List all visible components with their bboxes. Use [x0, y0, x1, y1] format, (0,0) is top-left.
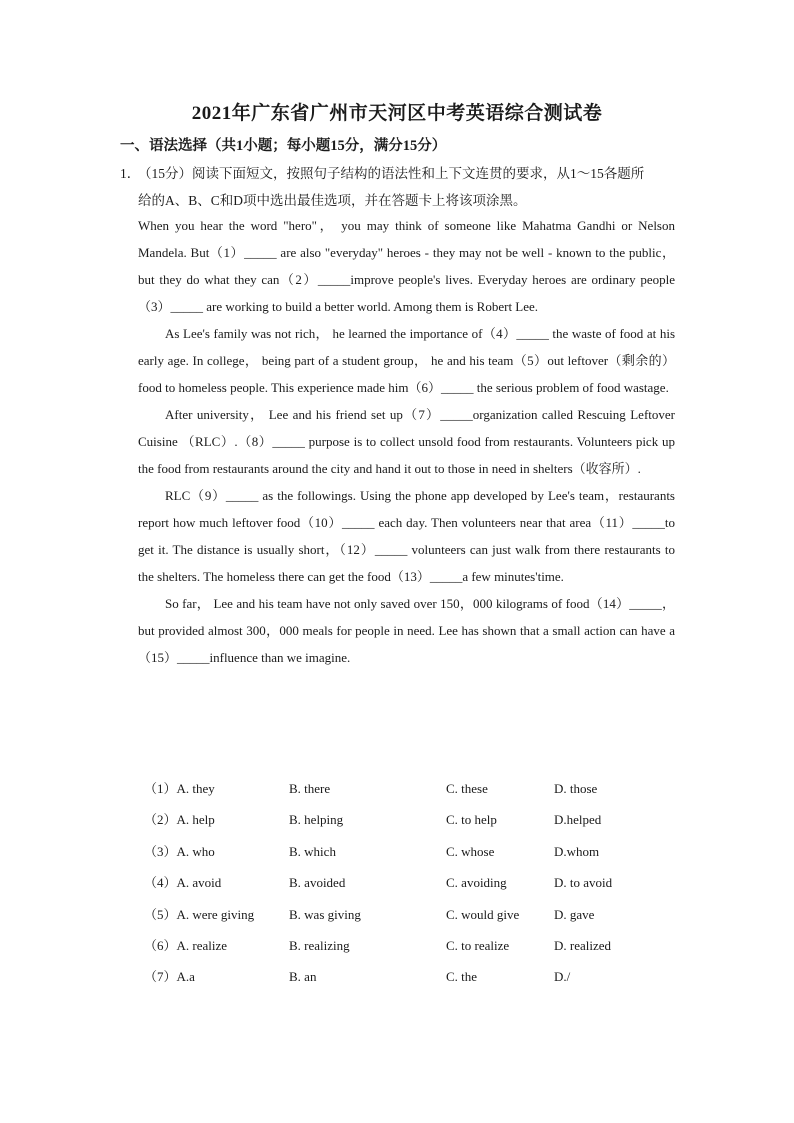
- option-row: [144, 839, 684, 870]
- option-row: [144, 964, 684, 995]
- option-d[interactable]: D./: [554, 969, 571, 985]
- exam-title: 2021年广东省广州市天河区中考英语综合测试卷: [191, 103, 603, 124]
- option-c[interactable]: C. these: [446, 781, 488, 796]
- option-row: [144, 902, 684, 933]
- option-d[interactable]: D. to avoid: [554, 875, 613, 891]
- option-c[interactable]: C. to realize: [446, 937, 510, 953]
- option-row: [144, 807, 684, 838]
- option-row: [144, 776, 684, 807]
- question-number: 1．: [120, 166, 141, 181]
- option-c[interactable]: C. would give: [446, 906, 520, 922]
- option-c[interactable]: C. to help: [446, 812, 497, 828]
- option-a[interactable]: （7）A.a: [144, 969, 195, 985]
- section-heading: 一、语法选择（共1小题；每小题15分，满分15分）: [120, 138, 447, 154]
- option-b[interactable]: B. was giving: [289, 906, 361, 922]
- passage-paragraph: After university， Lee and his friend set up（7）_____organization called Rescuing Leftover Cuisine （RLC）.（8）_____ purpose is to collect unsold food from restaurants. Volunteers pick up the food from restaurants around the city and hand it out to those in need in shelters（收容所）.: [138, 407, 675, 476]
- option-d[interactable]: D. realized: [554, 937, 612, 953]
- passage-paragraph: So far， Lee and his team have not only saved over 150，000 kilograms of food（14）_____， but provided almost 300，000 meals for people in need. Lee has shown that a small action can have a（15）_____influence than we imagine.: [138, 596, 675, 665]
- instruction-line-2: 给的A、B、C和D项中选出最佳选项，并在答题卡上将该项涂黑。: [138, 193, 527, 208]
- option-c[interactable]: C. the: [446, 969, 478, 985]
- option-a[interactable]: （4）A. avoid: [144, 875, 222, 891]
- option-b[interactable]: B. which: [289, 843, 336, 859]
- option-d[interactable]: D. those: [554, 781, 598, 796]
- instruction-line-1: （15分）阅读下面短文，按照句子结构的语法性和上下文连贯的要求，从1～15各题所: [138, 166, 645, 181]
- option-b[interactable]: B. helping: [289, 812, 344, 828]
- question-instruction: [120, 160, 676, 214]
- option-b[interactable]: B. an: [289, 969, 317, 985]
- option-a[interactable]: （2）A. help: [144, 812, 215, 828]
- option-row: [144, 933, 684, 964]
- option-row: [144, 870, 684, 901]
- option-a[interactable]: （6）A. realize: [144, 937, 228, 953]
- answer-options: [144, 776, 684, 996]
- option-c[interactable]: C. whose: [446, 843, 495, 859]
- option-a[interactable]: （5）A. were giving: [144, 906, 255, 922]
- option-a[interactable]: （3）A. who: [144, 843, 215, 859]
- passage-paragraph: As Lee's family was not rich， he learned the importance of（4）_____ the waste of food at his early age. In college， being part of a student group， he and his team（5）out leftover（剩余的） food to homeless people. This experience made him（6）_____ the serious problem of food wastage.: [138, 326, 675, 395]
- passage-paragraph: When you hear the word "hero"， you may think of someone like Mahatma Gandhi or Nelson Mandela. But（1）_____ are also "everyday" heroes - they may not be well - known to the public， but they do what they can（2）_____improve people's lives. Everyday heroes are ordinary people（3）_____ are working to build a better world. Among them is Robert Lee.: [138, 218, 675, 314]
- option-a[interactable]: （1）A. they: [144, 781, 215, 796]
- passage-paragraph: RLC（9）_____ as the followings. Using the phone app developed by Lee's team，restaurants report how much leftover food（10）_____ each day. Then volunteers near that area（11）_____to get it. The distance is usually short，（12）_____ volunteers can just walk from there restaurants to the shelters. The homeless there can get the food（13）_____a few minutes'time.: [138, 488, 675, 584]
- passage: [138, 212, 675, 671]
- option-b[interactable]: B. there: [289, 781, 331, 796]
- option-b[interactable]: B. realizing: [289, 937, 350, 953]
- option-b[interactable]: B. avoided: [289, 875, 346, 891]
- option-c[interactable]: C. avoiding: [446, 875, 507, 891]
- option-d[interactable]: D. gave: [554, 906, 595, 922]
- option-d[interactable]: D.whom: [554, 843, 600, 859]
- option-d[interactable]: D.helped: [554, 812, 602, 828]
